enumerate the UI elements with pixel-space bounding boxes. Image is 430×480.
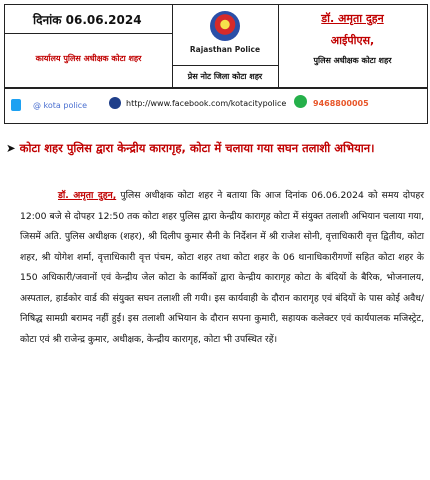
headline-text: कोटा शहर पुलिस द्वारा केन्द्रीय कारागृह, कोटा में चलाया गया सघन तलाशी अभियान। <box>19 141 375 155</box>
letterhead-center <box>172 5 279 87</box>
officer-rank: आईपीएस, <box>330 34 375 47</box>
whatsapp-icon <box>294 95 307 108</box>
office-name: कार्यालय पुलिस अधीक्षक कोटा शहर <box>35 54 142 63</box>
headline <box>6 140 424 157</box>
twitter-handle[interactable]: @ kota police <box>33 101 88 110</box>
officer-name-inline: डॉ. अमृता दुहन, <box>58 190 117 201</box>
officer-post: पुलिस अधीक्षक कोटा शहर <box>313 56 392 65</box>
twitter-icon <box>11 99 21 111</box>
letterhead-right <box>278 5 427 87</box>
letterhead <box>4 4 428 88</box>
facebook-icon <box>109 97 121 109</box>
facebook-link[interactable]: http://www.facebook.com/kotacitypolice <box>126 99 287 108</box>
officer-name-cell <box>278 5 427 27</box>
contact-bar <box>4 88 428 124</box>
date-label: दिनांक 06.06.2024 <box>33 13 142 27</box>
press-note-label: प्रेस नोट जिला कोटा शहर <box>172 65 278 88</box>
date-cell <box>5 5 172 34</box>
officer-details <box>278 27 427 87</box>
office-cell <box>5 33 172 87</box>
press-body <box>20 186 424 350</box>
body-text: पुलिस अधीक्षक कोटा शहर ने बताया कि आज दिनांक 06.06.2024 को समय दोपहर 12:00 बजे से दोपहर 12:50 तक कोटा शहर पुलिस द्वारा केन्द्रीय कारागृह कोटा में संयुक्त तलाशी अभियान चलाया गया, जिसमें अति. पुलिस अधीक्षक (शहर), श्री दिलीप कुमार सैनी के निर्देशन में श्री राजेश सोनी, वृत्ताधिकारी वृत्त द्वितीय, कोटा शहर, श्री योगेश शर्मा, वृत्ताधिकारी वृत्त पंचम, कोटा शहर तथा कोटा शहर के 06 थानाधिकारीगणों सहित कोटा शहर के 150 अधिकारी/जवानों एवं केन्द्रीय जेल कोटा के कार्मिकों द्वारा केन्द्रीय कारागृह कोटा के बंदियों के बैरिक, भोजनालय, अस्पताल, हार्डकोर वार्ड की संयुक्त सघन तलाशी ली गयी। इस कार्यवाही के दौरान कारागृह एवं बंदियों के पास कोई अवैध/निषिद्ध सामग्री बरामद नहीं हुई। इस तलाशी अभियान के दौरान सपना कुमारी, सहायक कलेक्टर एवं कार्यपालक मजिस्ट्रेट, कोटा एवं श्री राजेन्द्र कुमार, अधीक्षक, केन्द्रीय कारागृह, कोटा भी उपस्थित रहें। <box>20 190 424 345</box>
letterhead-left <box>5 5 173 87</box>
arrow-bullet-icon: ➤ <box>6 141 16 155</box>
phone-number[interactable]: 9468800005 <box>313 99 369 108</box>
rajasthan-police-emblem-icon <box>210 11 240 41</box>
emblem-caption: Rajasthan Police <box>189 45 261 54</box>
officer-name: डॉ. अमृता दुहन <box>321 12 384 25</box>
